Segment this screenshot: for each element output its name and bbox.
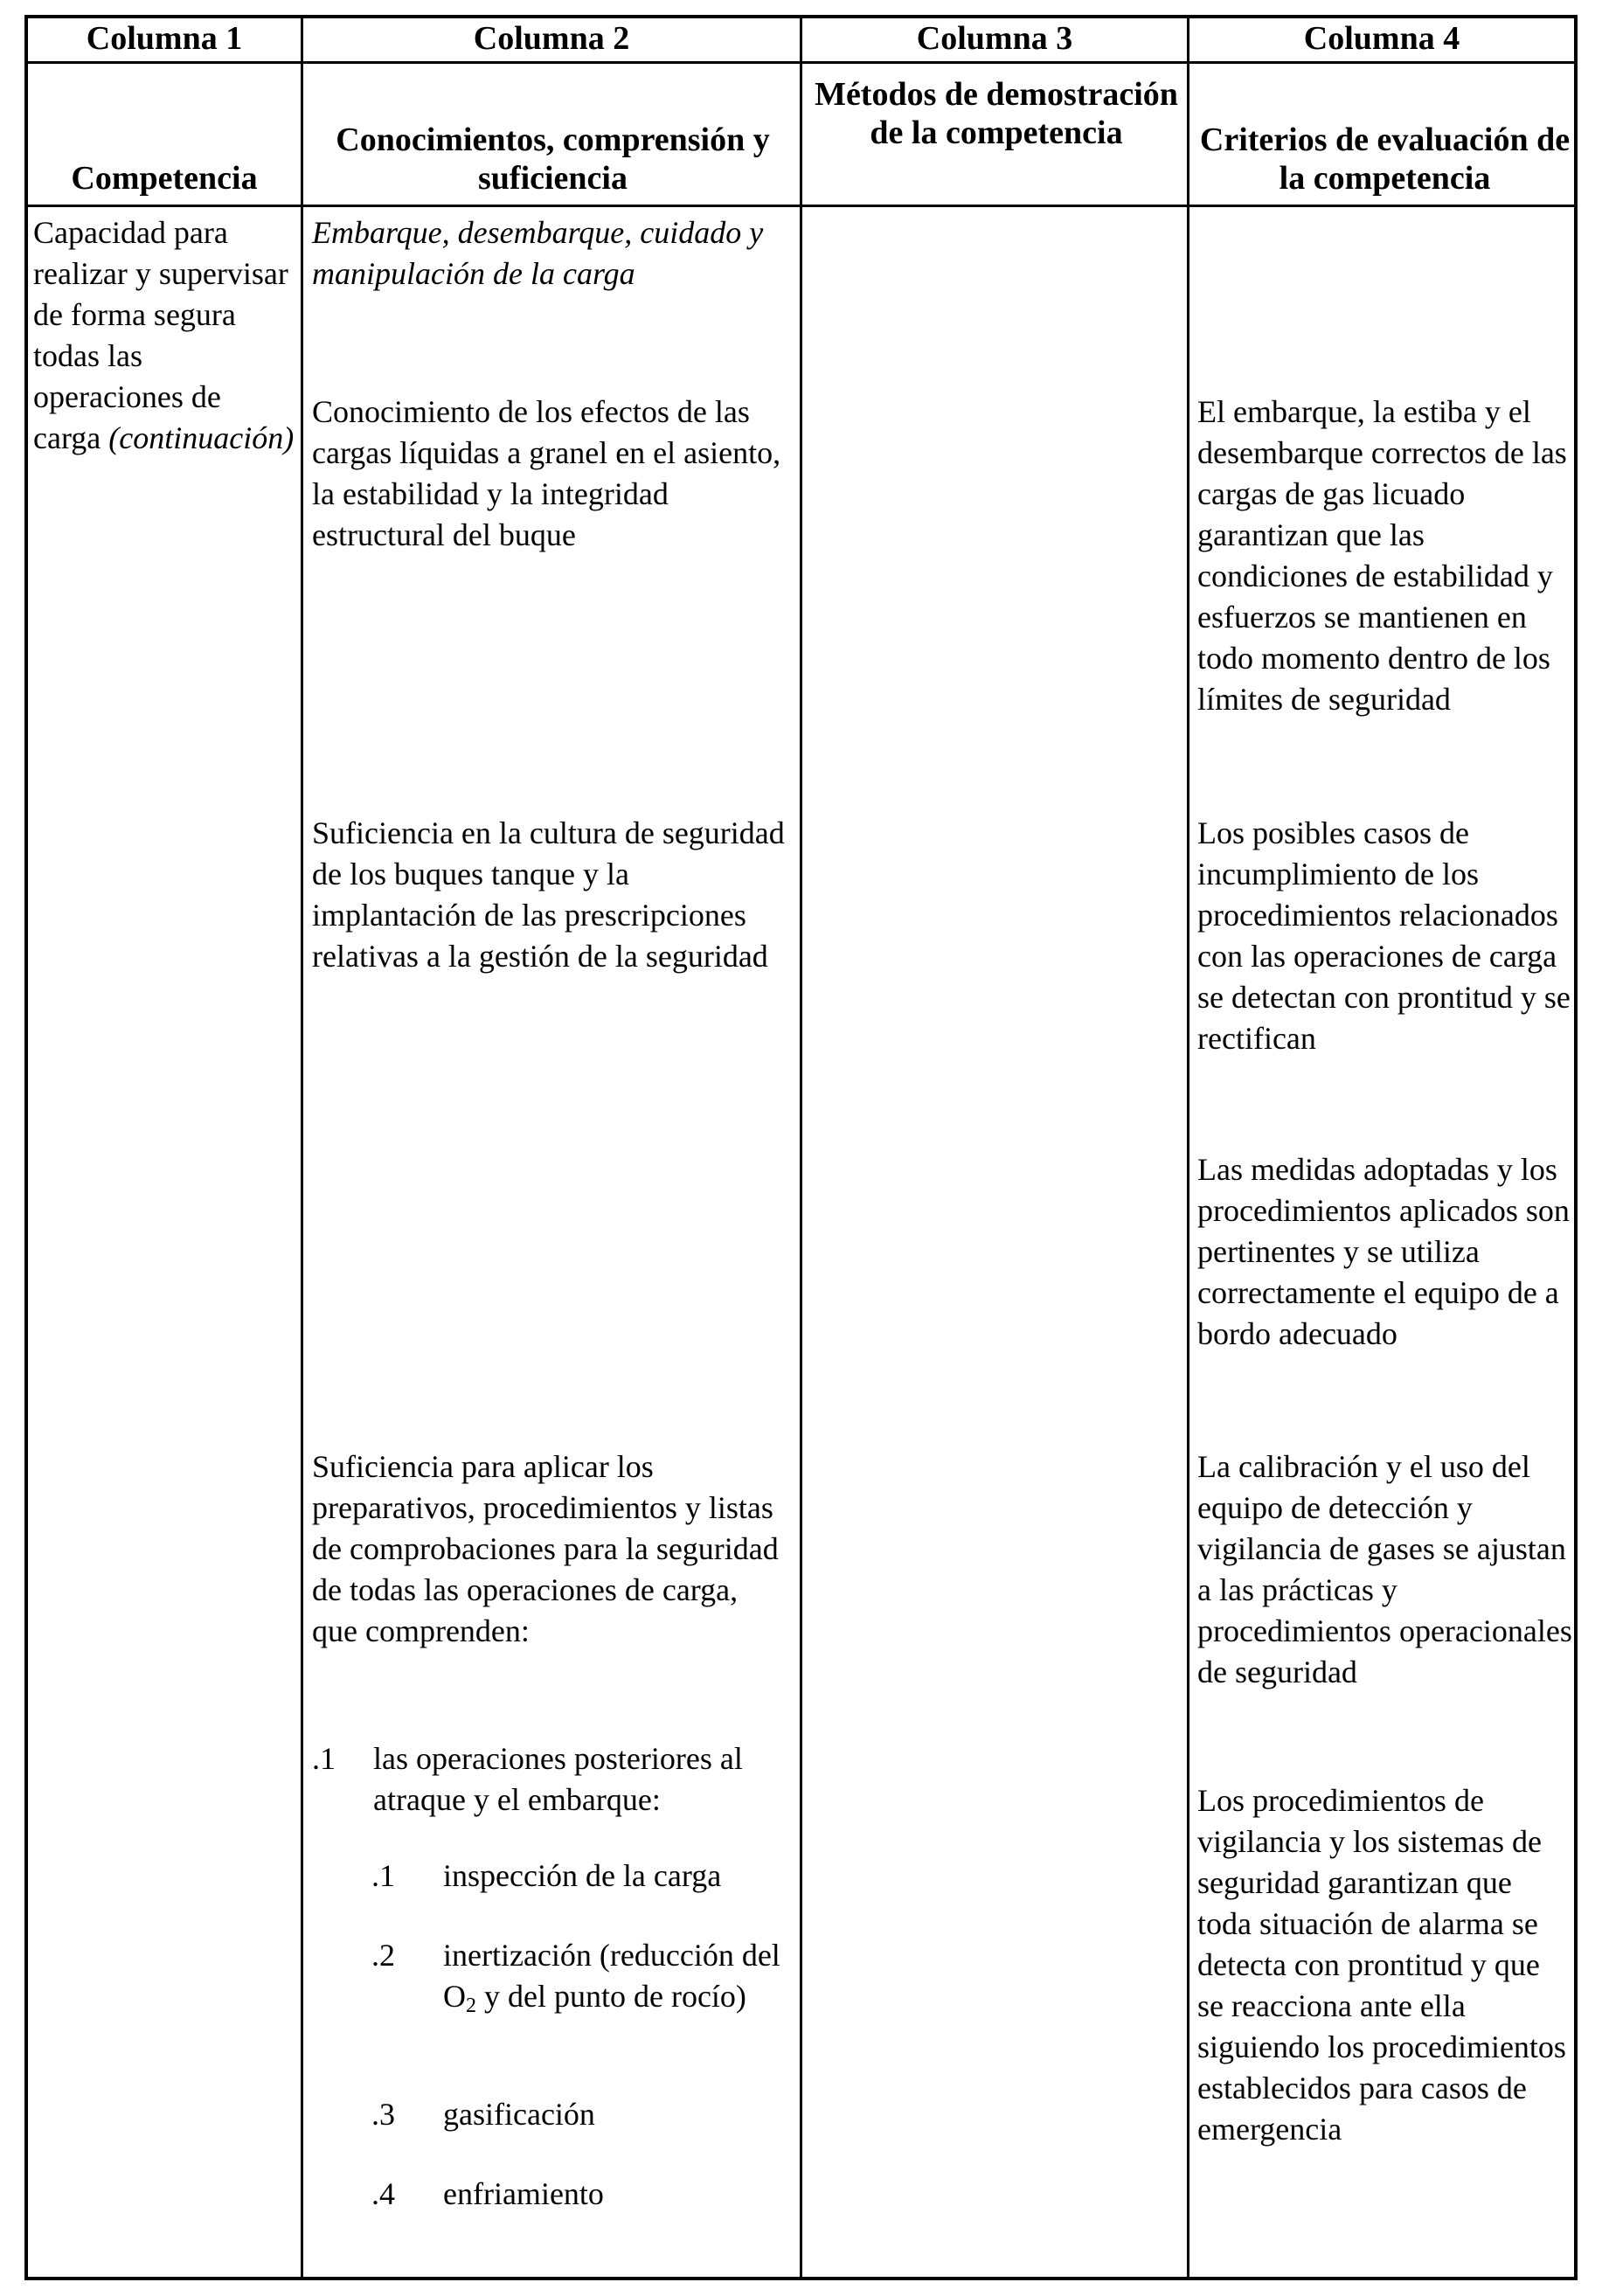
col2-title: Columna 2 [473, 20, 630, 57]
criterion-1: El embarque, la estiba y el desembarque correctos de las cargas de gas licuado garantizan que las condiciones de estabilidad y esfuerzos se mantienen en todo momento dentro de los límites de seguridad [1197, 394, 1567, 717]
header-row-divider [24, 61, 1578, 64]
col1-title: Columna 1 [86, 20, 243, 57]
knowledge-paragraph-3: Suficiencia para aplicar los preparativos, procedimientos y listas de comprobaciones para la seguridad de todas las operaciones de carga, que comprenden: [312, 1449, 779, 1648]
sub-item-3 [371, 2094, 791, 2138]
column-divider-1 [301, 15, 303, 2280]
col2-subtitle: Conocimientos, comprensión y suficiencia [336, 121, 770, 197]
list-item-text: las operaciones posteriores al atraque y el embarque: [373, 1741, 743, 1817]
col3-subtitle: Métodos de demostración de la competencia [815, 76, 1178, 151]
continuation-label: (continuación) [108, 420, 295, 455]
col4-title: Columna 4 [1303, 20, 1460, 57]
sub-item-number: .2 [371, 1938, 395, 1973]
list-item-number: .1 [312, 1741, 336, 1776]
col1-subtitle: Competencia [71, 160, 258, 197]
sub-item-text: enfriamiento [443, 2176, 604, 2211]
sub-item-text: gasificación [443, 2097, 595, 2132]
sub-item-text-a: inertización (reducción del O [443, 1938, 780, 2014]
column-divider-3 [1187, 15, 1189, 2280]
criterion-5: Los procedimientos de vigilancia y los sistemas de seguridad garantizan que toda situación de alarma se detecta con prontitud y que se reacciona ante ella siguiendo los procedimientos establecidos para casos de emergencia [1197, 1783, 1566, 2147]
competence-text [33, 212, 295, 459]
col3-title: Columna 3 [916, 20, 1073, 57]
sub-item-1 [371, 1856, 791, 1899]
criterion-4: La calibración y el uso del equipo de detección y vigilancia de gases se ajustan a las prácticas y procedimientos operacionales de seguridad [1197, 1449, 1572, 1689]
column-divider-2 [800, 15, 802, 2280]
subscript-2: 2 [466, 1994, 476, 2017]
list-item-1 [312, 1738, 791, 1826]
criterion-2: Los posibles casos de incumplimiento de los procedimientos relacionados con las operaciones de carga se detectan con prontitud y se rectifican [1197, 815, 1571, 1056]
sub-item-number: .4 [371, 2176, 395, 2211]
sub-item-4 [371, 2174, 791, 2217]
knowledge-paragraph-2: Suficiencia en la cultura de seguridad de los buques tanque y la implantación de las prescripciones relativas a la gestión de la seguridad [312, 815, 785, 974]
header-bottom-divider [24, 205, 1578, 207]
sub-item-number: .1 [371, 1858, 395, 1893]
sub-item-text: inspección de la carga [443, 1858, 722, 1893]
sub-item-2 [371, 1935, 791, 2066]
sub-item-text-b: y del punto de rocío) [476, 1979, 746, 2014]
sub-item-text [443, 1935, 793, 2017]
section-title: Embarque, desembarque, cuidado y manipulación de la carga [312, 215, 764, 291]
knowledge-paragraph-1: Conocimiento de los efectos de las cargas líquidas a granel en el asiento, la estabilidad y la integridad estructural del buque [312, 394, 781, 552]
competence-label: Capacidad para realizar y supervisar de forma segura todas las operaciones de carga [33, 215, 288, 455]
sub-item-number: .3 [371, 2097, 395, 2132]
col4-subtitle: Criterios de evaluación de la competencia [1199, 121, 1571, 197]
criterion-3: Las medidas adoptadas y los procedimientos aplicados son pertinentes y se utiliza correctamente el equipo de a bordo adecuado [1197, 1152, 1570, 1351]
